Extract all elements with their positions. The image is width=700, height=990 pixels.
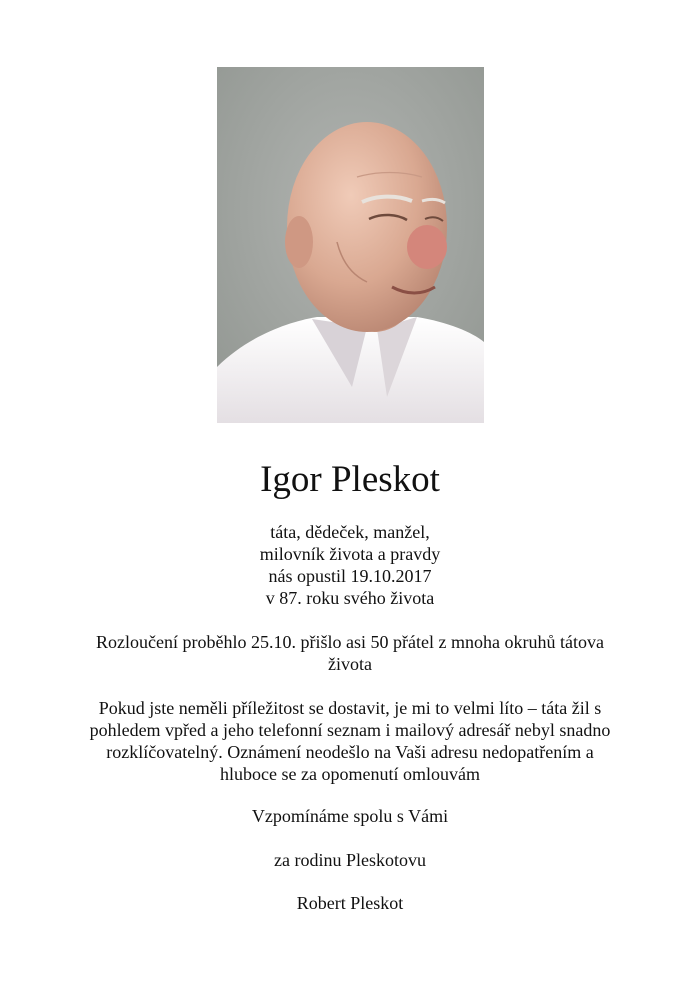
apology-block [70, 697, 630, 785]
farewell-line: života [328, 654, 372, 674]
portrait-photo [217, 67, 484, 423]
description-line: milovník života a pravdy [259, 544, 441, 564]
apology-line: rozklíčovatelný. Oznámení neodešlo na Vaši adresu nedopatřením a [106, 742, 594, 762]
apology-line: pohledem vpřed a jeho telefonní seznam i mailový adresář nebyl snadno [89, 720, 611, 740]
deceased-name: Igor Pleskot [260, 459, 440, 500]
apology-line: Pokud jste neměli příležitost se dostavit, je mi to velmi líto – táta žil s [98, 698, 602, 718]
description-line: táta, dědeček, manžel, [270, 522, 430, 542]
description-block [70, 521, 630, 609]
family-line: za rodinu Pleskotovu [274, 850, 426, 870]
apology-line: hluboce se za opomenutí omlouvám [220, 764, 480, 784]
farewell-block [70, 631, 630, 675]
description-line: nás opustil 19.10.2017 [268, 566, 432, 586]
farewell-line: Rozloučení proběhlo 25.10. přišlo asi 50 přátel z mnoha okruhů tátova [96, 632, 604, 652]
remember-line: Vzpomínáme spolu s Vámi [251, 806, 449, 826]
signature: Robert Pleskot [296, 893, 404, 913]
description-line: v 87. roku svého života [265, 588, 435, 608]
